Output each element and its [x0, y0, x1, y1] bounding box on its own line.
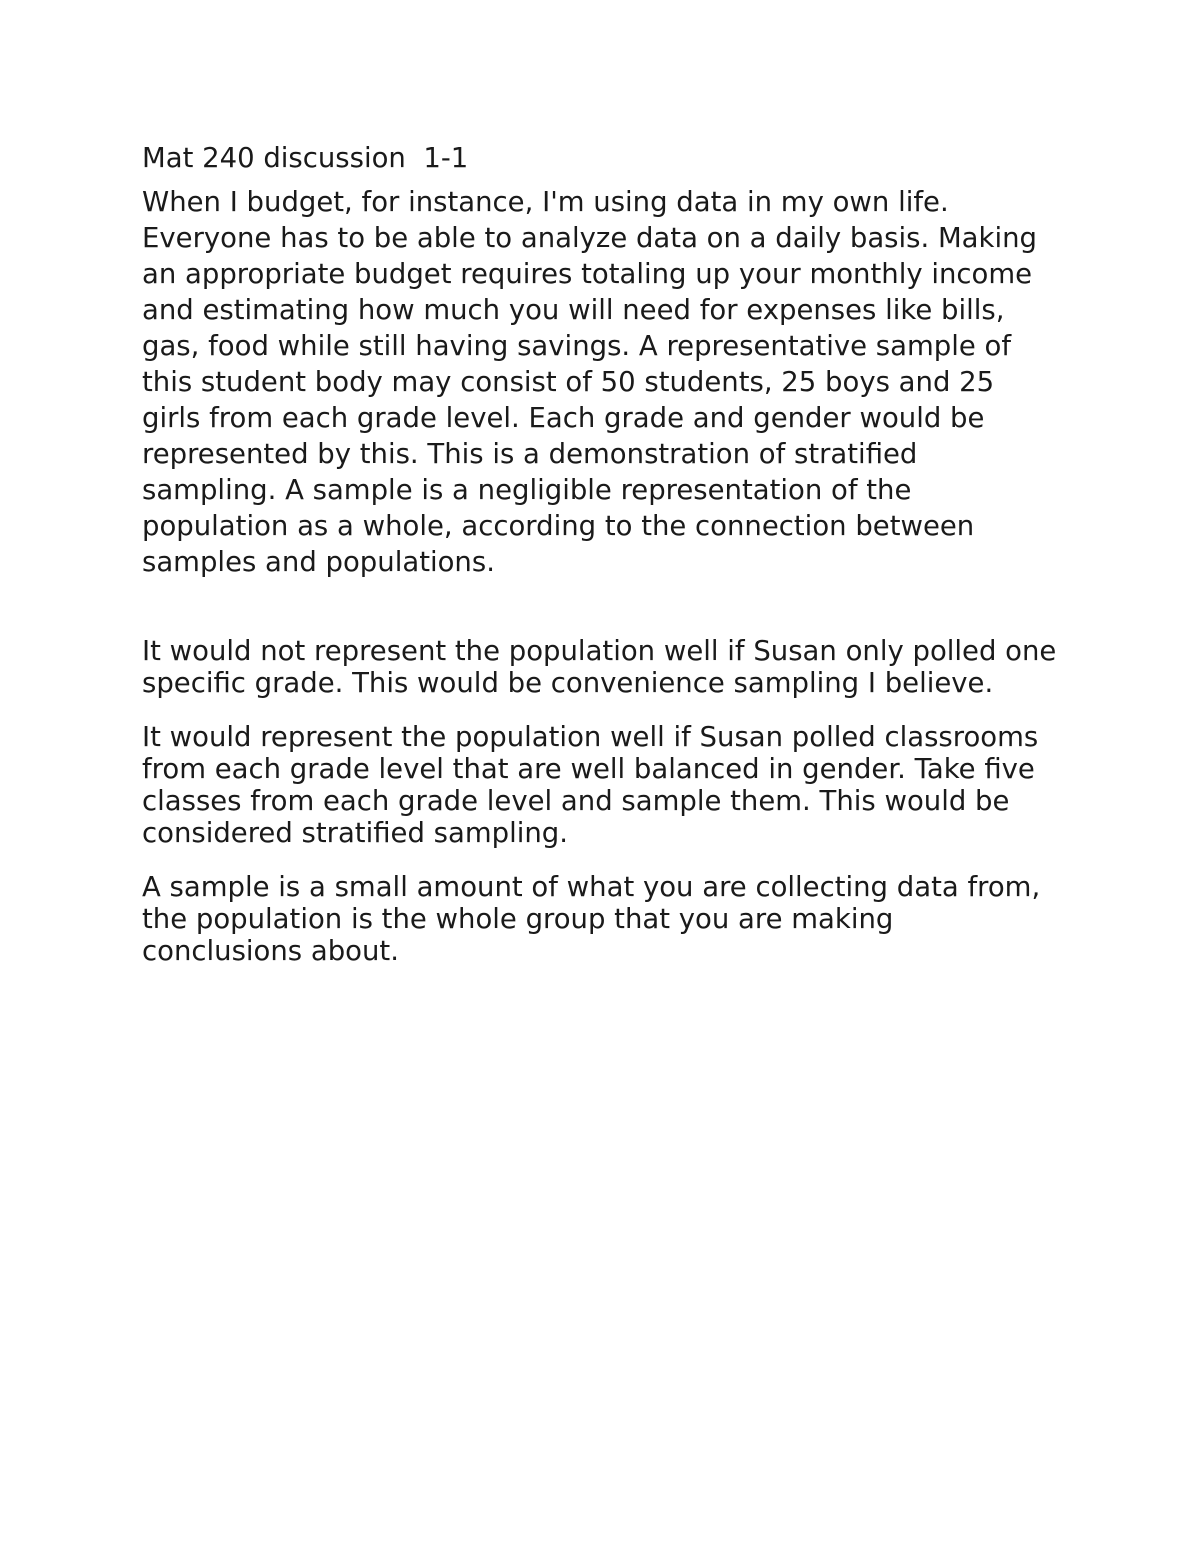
document-title: Mat 240 discussion 1-1 — [142, 142, 469, 174]
paragraph-convenience-sampling: It would not represent the population well if Susan only polled one specific grade. This would be convenience sampling I believe. — [142, 635, 1057, 699]
paragraph-budget-and-sampling: When I budget, for instance, I'm using data in my own life. Everyone has to be able to analyze data on a daily basis. Making an appropriate budget requires totaling up your monthly income and estimating how much you will need for expenses like bills, gas, food while still having savings. A representative sample of this student body may consist of 50 students, 25 boys and 25 girls from each grade level. Each grade and gender would be represented by this. This is a demonstration of stratified sampling. A sample is a negligible representation of the population as a whole, according to the connection between samples and populations. — [142, 186, 1037, 578]
paragraph-stratified-sampling: It would represent the population well if Susan polled classrooms from each grade level that are well balanced in gender. Take five classes from each grade level and sample them. This would be considered stratified sampling. — [142, 721, 1039, 849]
document-body — [142, 140, 1058, 989]
paragraph-gap — [142, 580, 1058, 635]
paragraph-sample-vs-population: A sample is a small amount of what you are collecting data from, the population is the whole group that you are making conclusions about. — [142, 871, 1041, 967]
